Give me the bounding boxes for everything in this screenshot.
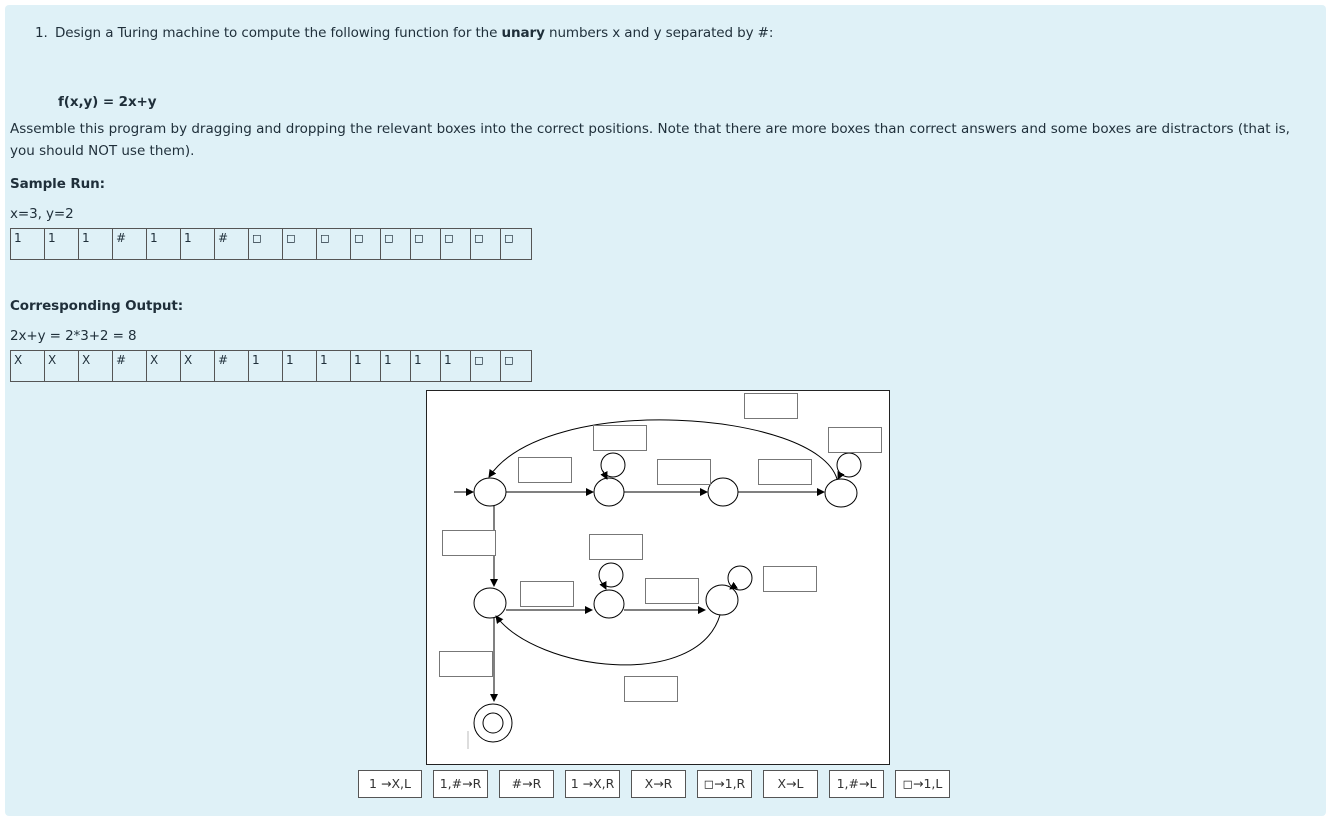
drop-slot-q4-accept[interactable] [439,651,493,677]
tape-cell: ◻ [249,229,283,259]
state-q2 [708,478,738,506]
tape-cell: 1 [351,351,381,381]
tape-cell: ◻ [471,351,501,381]
tape-cell: X [79,351,113,381]
tape-cell: ◻ [283,229,317,259]
tape-cell: # [215,229,249,259]
tape-cell: ◻ [411,229,441,259]
tape-cell: 1 [441,351,471,381]
tape-cell: 1 [317,351,351,381]
accept-state-outer [474,704,512,742]
tape-cell: ◻ [471,229,501,259]
tape-cell: ◻ [351,229,381,259]
choice-X-L[interactable]: X→L [763,770,818,798]
tape-cell: 1 [147,229,181,259]
question-text-start: Design a Turing machine to compute the following function for the [55,25,502,41]
turing-machine-diagram [426,390,890,765]
question-text-bold: unary [501,25,545,41]
choice-1-hash-L[interactable]: 1,#→L [829,770,884,798]
transition-q6-q4 [496,615,720,665]
sample-run-heading: Sample Run: [10,176,105,192]
tape-cell: # [215,351,249,381]
drop-slot-q1-q2[interactable] [657,459,711,485]
choice-hash-R[interactable]: #→R [499,770,554,798]
drop-slot-loop-q5[interactable] [589,534,643,560]
tape-cell: X [181,351,215,381]
function-formula: f(x,y) = 2x+y [58,94,157,110]
output-expression: 2x+y = 2*3+2 = 8 [10,328,137,344]
state-q3 [825,479,857,507]
loop-q6 [728,566,752,590]
tape-cell: 1 [79,229,113,259]
drop-slot-loop-q3[interactable] [828,427,882,453]
tape-cell: 1 [249,351,283,381]
sample-values: x=3, y=2 [10,206,74,222]
choice-1-hash-R[interactable]: 1,#→R [433,770,488,798]
loop-q5 [599,563,623,587]
tape-cell: X [11,351,45,381]
drop-slot-q6-q4[interactable] [624,676,678,702]
tape-cell: 1 [181,229,215,259]
choice-blank-1-L[interactable]: ◻→1,L [895,770,950,798]
state-q4 [474,588,506,618]
choice-X-R[interactable]: X→R [631,770,686,798]
drop-slot-q5-q6[interactable] [645,578,699,604]
question-text-end: numbers x and y separated by #: [544,25,774,41]
loop-q3-arrow [838,473,841,479]
instructions-text: Assemble this program by dragging and dropping the relevant boxes into the correct positions. Note that there are more boxes than correct answers and some boxes are distractors (that is, you should NOT use them). [10,121,1290,159]
drop-slot-arc-top[interactable] [744,393,798,419]
choice-1-to-X-R[interactable]: 1 →X,R [565,770,620,798]
state-q6 [706,585,738,615]
choice-blank-1-R[interactable]: ◻→1,R [697,770,752,798]
tape-cell: 1 [381,351,411,381]
state-q0 [474,478,506,506]
drop-slot-loop-q6[interactable] [763,566,817,592]
tape-cell: ◻ [441,229,471,259]
question-text [55,25,773,41]
drop-slot-loop-q1[interactable] [593,425,647,451]
state-q1 [594,478,624,506]
tape-cell: X [147,351,181,381]
drop-slot-q4-q5[interactable] [520,581,574,607]
tape-cell: 1 [11,229,45,259]
drop-slot-q2-q3[interactable] [758,459,812,485]
tape-cell: ◻ [381,229,411,259]
output-heading: Corresponding Output: [10,298,184,314]
question-card [5,5,1326,816]
drop-slot-q0-q4[interactable] [442,530,496,556]
tape-cell: # [113,351,147,381]
tape-cell: ◻ [504,231,514,245]
output-tape [10,350,532,382]
tape-cell: ◻ [317,229,351,259]
tape-cell: 1 [45,229,79,259]
question-number: 1. [35,25,48,41]
choice-1-to-X-L[interactable]: 1 →X,L [358,770,422,798]
state-q5 [594,590,624,618]
tape-cell: ◻ [504,353,514,367]
tape-cell: 1 [411,351,441,381]
input-tape [10,228,532,260]
tape-cell: # [113,229,147,259]
accept-state-inner [483,713,503,733]
drop-slot-q0-q1[interactable] [518,457,572,483]
tape-cell: X [45,351,79,381]
tape-cell: 1 [283,351,317,381]
